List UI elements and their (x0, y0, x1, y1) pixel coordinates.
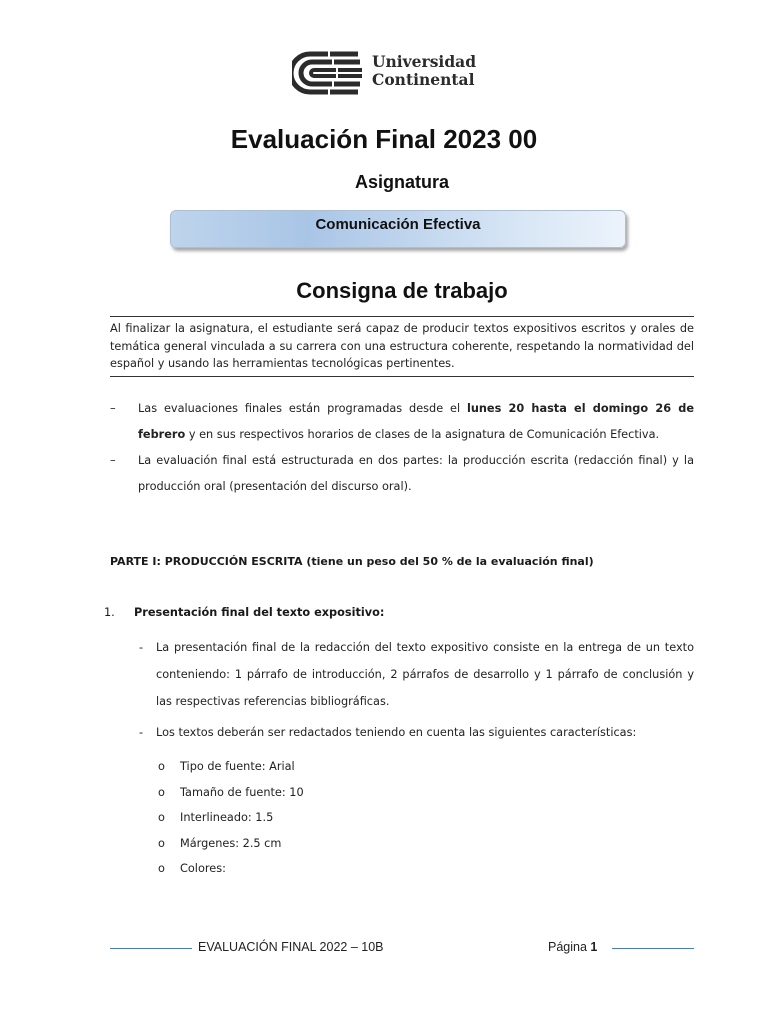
learning-objective: Al finalizar la asignatura, el estudiante será capaz de producir textos expositivos escritos y orales de temática general vinculada a su carrera con una estructura coherente, respetando la normatividad del español y usando las herramientas tecnológicas pertinentes. (110, 316, 694, 377)
characteristic-colors: Colores: (180, 862, 226, 875)
characteristics-list (158, 754, 458, 882)
part-1-heading: PARTE I: PRODUCCIÓN ESCRITA (tiene un peso del 50 % de la evaluación final) (110, 555, 594, 568)
logo-line-1: Universidad (372, 52, 477, 71)
dash-marker: - (139, 641, 144, 654)
list-item (158, 805, 458, 831)
bullet-2-text: La evaluación final está estructurada en dos partes: la producción escrita (redacción final) y la producción oral (presentación del discurso oral). (138, 454, 694, 493)
sub-items-list (139, 634, 694, 746)
footer-rule-right (612, 948, 694, 949)
list-item (158, 856, 458, 882)
logo-line-2: Continental (372, 70, 475, 89)
page-title: Evaluación Final 2023 00 (230, 124, 538, 154)
list-item (139, 719, 694, 746)
circle-bullet-icon: o (158, 760, 165, 773)
footer-exam-label: EVALUACIÓN FINAL 2022 – 10B (198, 940, 384, 954)
instructions-list (110, 396, 694, 500)
characteristic-line-spacing: Interlineado: 1.5 (180, 811, 274, 824)
characteristic-font: Tipo de fuente: Arial (180, 760, 295, 773)
footer-page-number: 1 (590, 940, 598, 954)
circle-bullet-icon: o (158, 836, 165, 850)
university-logo (292, 50, 482, 96)
list-item (158, 780, 458, 806)
circle-bullet-icon: o (158, 785, 165, 799)
circle-bullet-icon: o (158, 862, 165, 875)
item-heading-text: Presentación final del texto expositivo: (134, 606, 385, 619)
dash-marker: – (110, 454, 116, 467)
footer-page-label: Página (548, 940, 587, 954)
bullet-1-text-post: y en sus respectivos horarios de clases de la asignatura de Comunicación Efectiva. (185, 428, 660, 441)
list-item (158, 831, 458, 857)
dash-marker: – (110, 402, 116, 415)
dash-marker: - (139, 726, 144, 739)
item-1-heading (104, 606, 384, 619)
list-item (110, 396, 694, 448)
sub-item-2-text: Los textos deberán ser redactados teniendo en cuenta las siguientes características: (156, 726, 637, 739)
subject-banner (170, 210, 626, 248)
characteristic-margins: Márgenes: 2.5 cm (180, 836, 282, 850)
list-item (110, 448, 694, 500)
subject-name: Comunicación Efectiva (315, 216, 481, 233)
footer-page (548, 940, 597, 954)
footer-rule-left (110, 948, 192, 949)
sub-item-1-text: La presentación final de la redacción del texto expositivo consiste en la entrega de un texto conteniendo: 1 párrafo de introducción, 2 párrafos de desarrollo y 1 párrafo de conclusión y las respectivas referencias bibliográficas. (156, 641, 694, 708)
continental-logo-icon (292, 50, 364, 96)
list-item (139, 634, 694, 715)
list-item (158, 754, 458, 780)
circle-bullet-icon: o (158, 811, 165, 824)
subject-label: Asignatura (354, 172, 450, 192)
bullet-1-text-pre: Las evaluaciones finales están programadas desde el (138, 402, 467, 415)
item-number: 1. (104, 606, 115, 619)
characteristic-font-size: Tamaño de fuente: 10 (180, 785, 304, 799)
logo-wordmark (372, 53, 476, 89)
section-title: Consigna de trabajo (296, 278, 508, 303)
bullet-1-date-range: lunes 20 hasta el domingo 26 de febrero (138, 402, 694, 441)
